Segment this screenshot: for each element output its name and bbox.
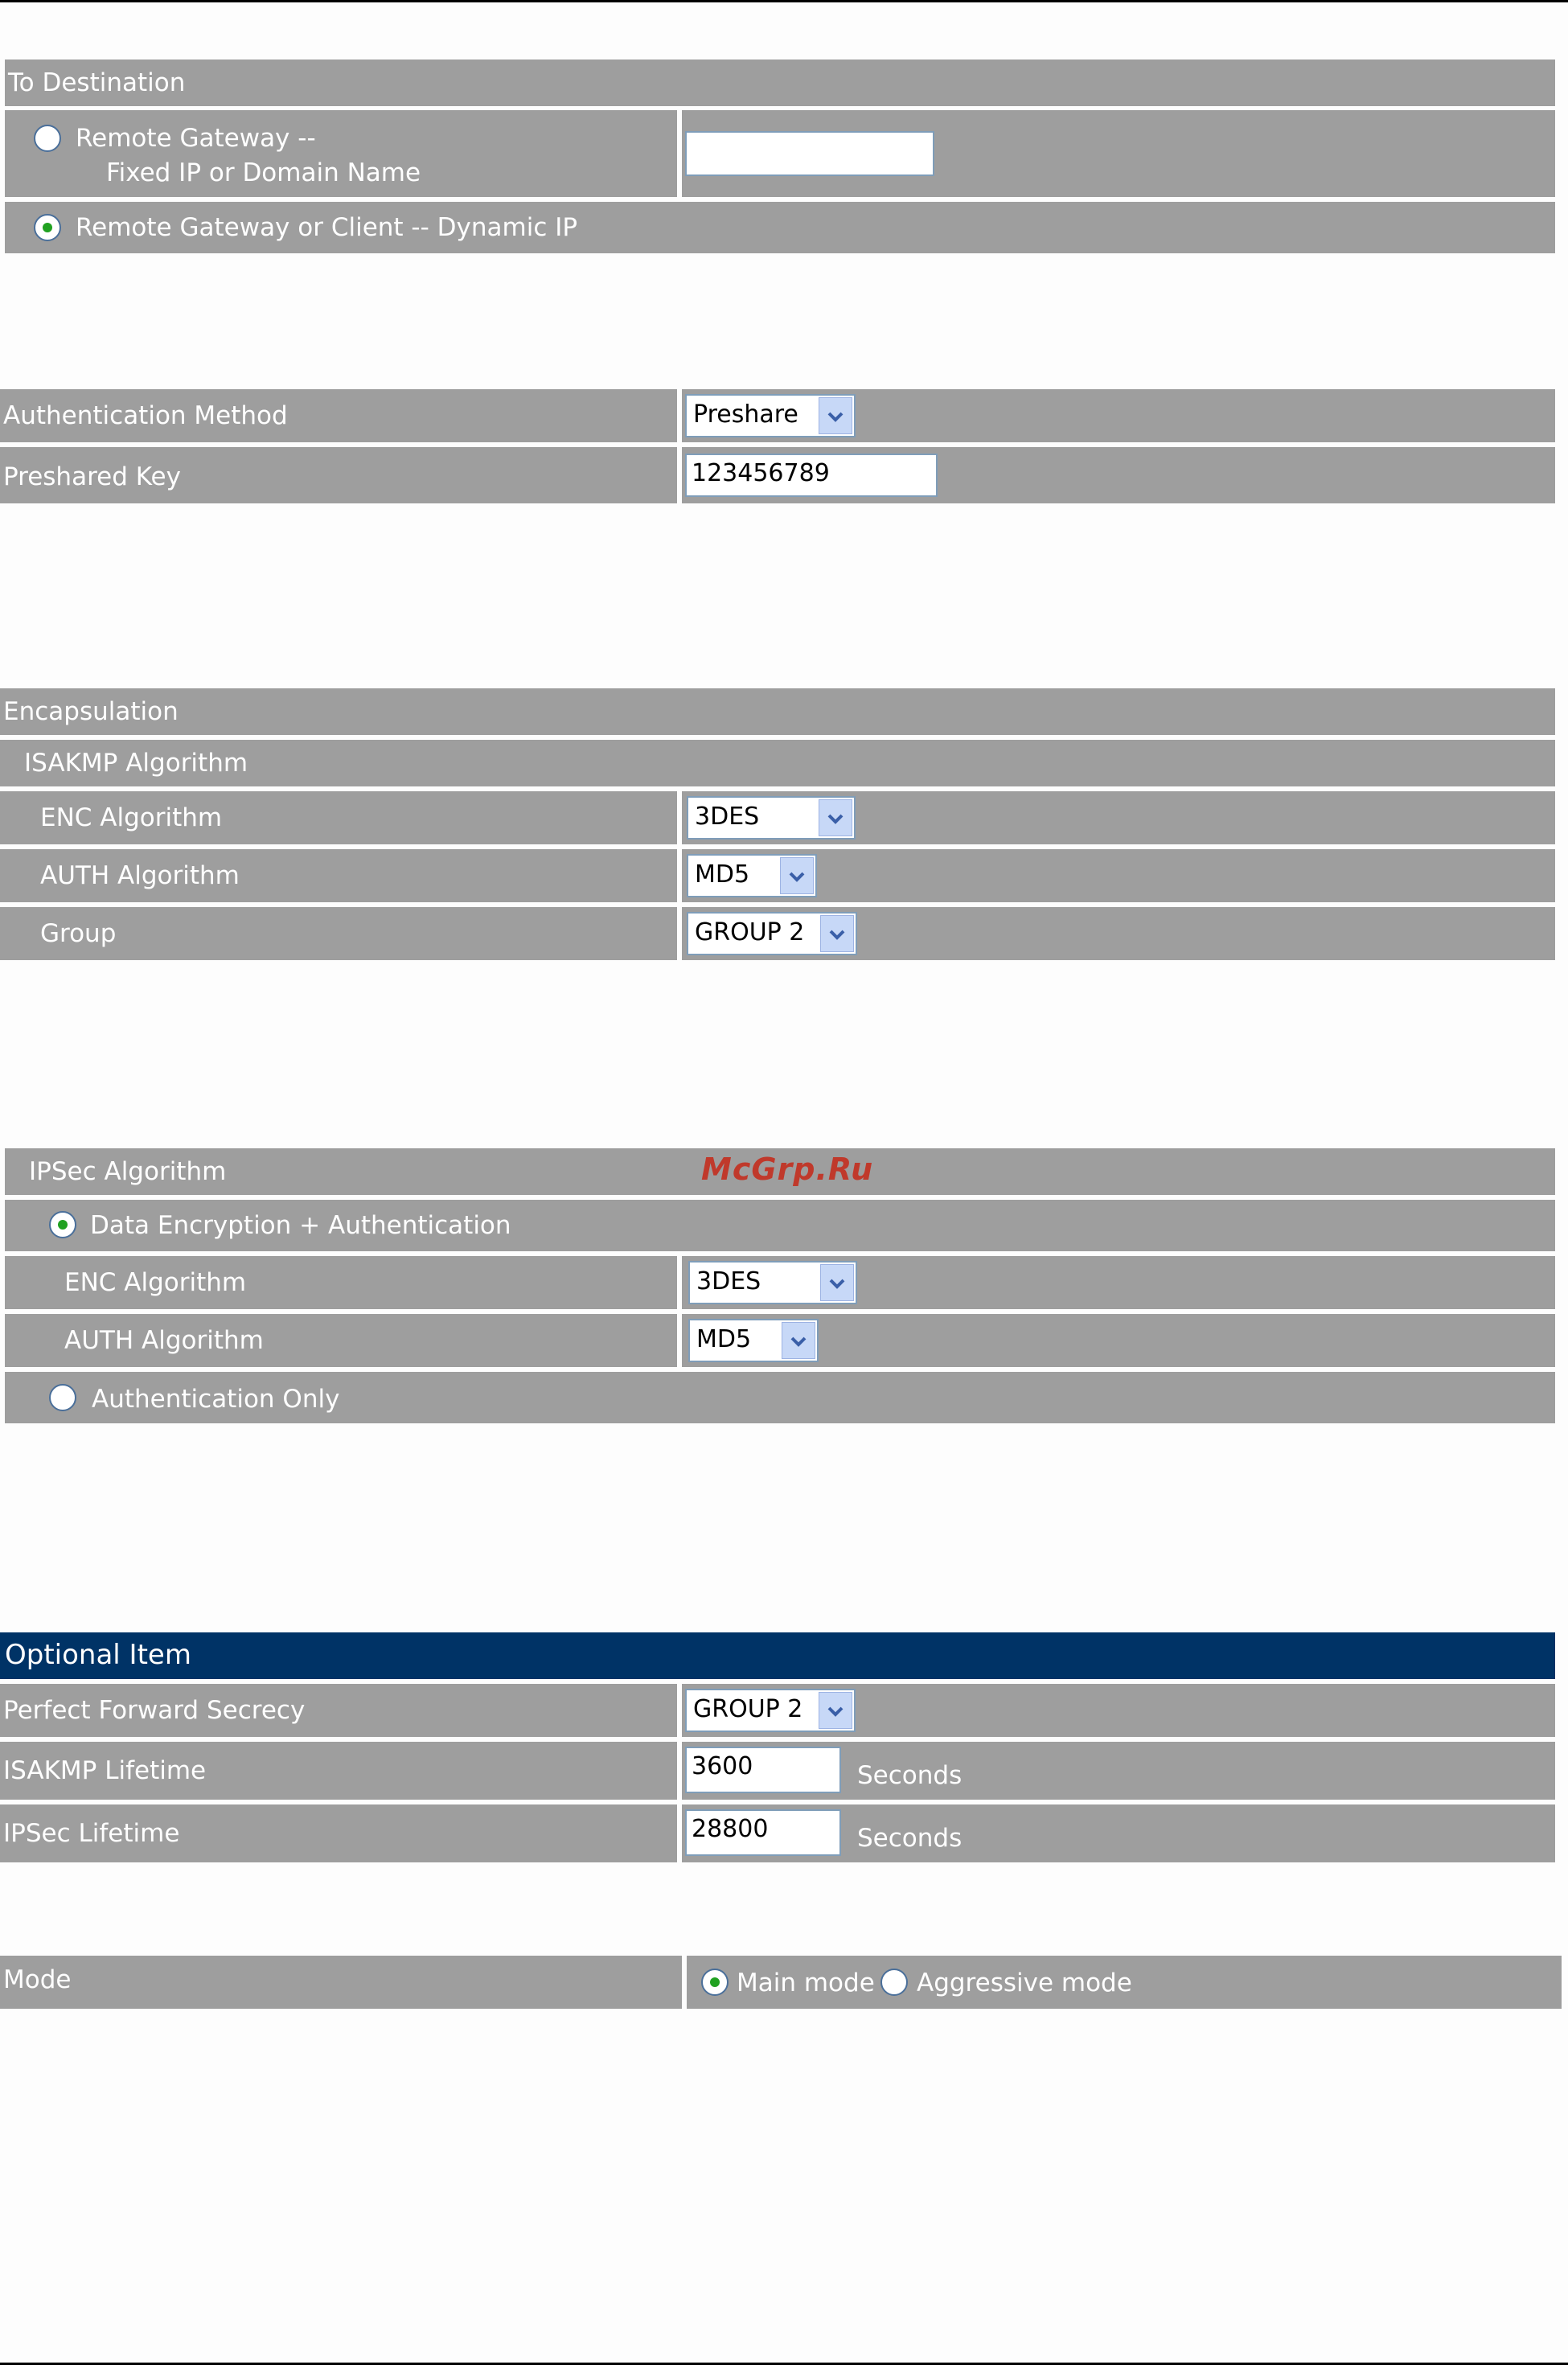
remote-fixed-label-1: Remote Gateway --: [76, 124, 316, 153]
ipsec-lifetime-row: [0, 1804, 1555, 1862]
ipsec-auth-value: MD5: [696, 1325, 752, 1353]
column-divider: [677, 1804, 682, 1862]
optional-header: Optional Item: [5, 1639, 191, 1671]
optional-header-row: [0, 1632, 1555, 1679]
pfs-row: [0, 1684, 1555, 1737]
column-divider: [677, 1684, 682, 1737]
ipsec-auth-row: [5, 1314, 1555, 1367]
ipsec-auth-label: AUTH Algorithm: [64, 1326, 264, 1355]
column-divider: [677, 447, 682, 503]
ipsec-header: IPSec Algorithm: [29, 1157, 227, 1186]
column-divider: [677, 849, 682, 902]
ipsec-auth-only-radio[interactable]: [49, 1384, 76, 1411]
ipsec-lifetime-unit: Seconds: [857, 1824, 963, 1853]
chevron-down-icon[interactable]: [819, 397, 852, 434]
isakmp-header-row: [0, 740, 1555, 786]
ipsec-lifetime-input[interactable]: 28800: [685, 1809, 841, 1856]
pfs-select[interactable]: [685, 1689, 856, 1732]
mode-row: [0, 1956, 1562, 2009]
encapsulation-header: Encapsulation: [3, 697, 179, 726]
isakmp-lifetime-input[interactable]: 3600: [685, 1747, 841, 1793]
ipsec-enc-value: 3DES: [696, 1267, 761, 1295]
remote-dynamic-radio[interactable]: [34, 214, 61, 241]
ipsec-enc-label: ENC Algorithm: [64, 1268, 247, 1297]
auth-method-row: [0, 389, 1555, 442]
main-mode-label: Main mode: [737, 1969, 875, 1997]
column-divider: [682, 1956, 687, 2009]
preshared-key-row: [0, 447, 1555, 503]
ipsec-enc-row: [5, 1256, 1555, 1309]
ipsec-enc-select[interactable]: [688, 1261, 857, 1304]
isakmp-auth-select[interactable]: [687, 854, 817, 897]
remote-fixed-input[interactable]: [685, 131, 934, 176]
chevron-down-icon[interactable]: [820, 915, 854, 952]
isakmp-lifetime-label: ISAKMP Lifetime: [3, 1756, 207, 1785]
ipsec-auth-select[interactable]: [688, 1319, 819, 1362]
remote-fixed-radio[interactable]: [34, 125, 61, 152]
watermark: McGrp.Ru: [701, 1152, 874, 1187]
isakmp-group-row: [0, 907, 1555, 960]
pfs-value: GROUP 2: [693, 1695, 803, 1723]
isakmp-enc-label: ENC Algorithm: [40, 803, 223, 832]
chevron-down-icon[interactable]: [782, 1322, 815, 1359]
chevron-down-icon[interactable]: [819, 1692, 852, 1729]
preshared-key-input[interactable]: 123456789: [685, 454, 938, 497]
column-divider: [677, 1256, 682, 1309]
aggressive-mode-label: Aggressive mode: [917, 1969, 1132, 1997]
encapsulation-header-row: [0, 688, 1555, 735]
column-divider: [677, 791, 682, 844]
main-mode-radio[interactable]: [701, 1969, 729, 1996]
auth-method-label: Authentication Method: [3, 401, 288, 430]
chevron-down-icon[interactable]: [780, 857, 814, 894]
mode-label: Mode: [3, 1965, 72, 1994]
isakmp-auth-value: MD5: [695, 860, 750, 889]
column-divider: [677, 1742, 682, 1800]
pfs-label: Perfect Forward Secrecy: [3, 1696, 306, 1725]
isakmp-auth-label: AUTH Algorithm: [40, 861, 240, 890]
bottom-rule: [0, 2363, 1568, 2365]
isakmp-lifetime-row: [0, 1742, 1555, 1800]
destination-header-row: [5, 60, 1555, 106]
isakmp-enc-row: [0, 791, 1555, 844]
destination-header: To Destination: [8, 68, 186, 97]
ipsec-auth-only-row: [5, 1372, 1555, 1423]
remote-dynamic-row: [5, 202, 1555, 253]
auth-method-select[interactable]: [685, 394, 856, 437]
ipsec-data-enc-radio[interactable]: [49, 1211, 76, 1238]
isakmp-lifetime-unit: Seconds: [857, 1761, 963, 1790]
chevron-down-icon[interactable]: [819, 799, 852, 836]
ipsec-lifetime-label: IPSec Lifetime: [3, 1819, 180, 1848]
aggressive-mode-radio[interactable]: [880, 1969, 908, 1996]
ipsec-auth-only-label: Authentication Only: [92, 1385, 340, 1414]
isakmp-group-value: GROUP 2: [695, 918, 805, 946]
column-divider: [677, 110, 682, 197]
remote-fixed-row: [5, 110, 1555, 197]
isakmp-group-label: Group: [40, 919, 117, 948]
column-divider: [677, 907, 682, 960]
auth-method-value: Preshare: [693, 400, 798, 429]
isakmp-enc-select[interactable]: [687, 796, 856, 840]
remote-fixed-label-2: Fixed IP or Domain Name: [106, 158, 421, 187]
remote-dynamic-label: Remote Gateway or Client -- Dynamic IP: [76, 213, 578, 242]
ipsec-data-enc-label: Data Encryption + Authentication: [90, 1211, 511, 1240]
isakmp-header: ISAKMP Algorithm: [24, 749, 248, 778]
column-divider: [677, 389, 682, 442]
isakmp-auth-row: [0, 849, 1555, 902]
isakmp-enc-value: 3DES: [695, 803, 760, 831]
preshared-key-label: Preshared Key: [3, 462, 181, 491]
column-divider: [677, 1314, 682, 1367]
isakmp-group-select[interactable]: [687, 912, 857, 955]
chevron-down-icon[interactable]: [820, 1264, 854, 1301]
ipsec-data-enc-row: [5, 1200, 1555, 1251]
top-rule: [0, 0, 1568, 2]
